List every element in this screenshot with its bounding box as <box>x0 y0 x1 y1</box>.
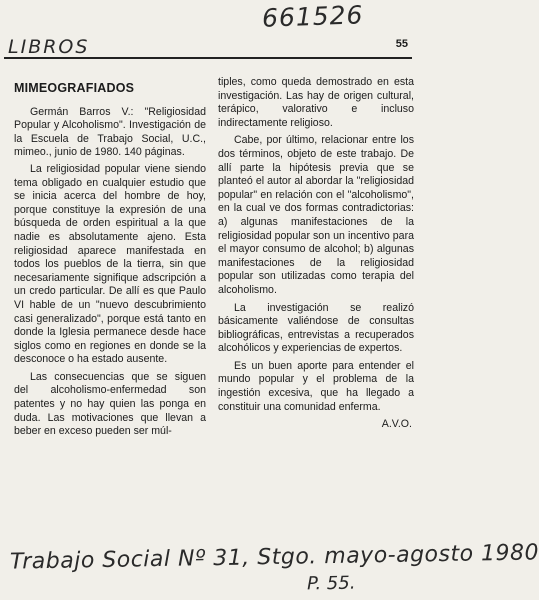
handwritten-catalog-number: 661526 <box>261 0 364 33</box>
paragraph-1: La religiosidad popular viene siendo tema obligado en cualquier estudio que se inicia acerca del hombre de hoy, porque constituye la expresión de una búsqueda de orden espiritual a la que nadie es absolutamente ajeno. Esta religiosidad aparece manifestada en todos los pueblos de la tierra, sin que necesariamente signifique adscripción a un credo particular. De allí es que Paulo VI hable de un "nuevo descubrimiento casi generalizado", porque está tanto en donde la Iglesia permanece desde hace siglos como en regiones en donde se la desconoce o ha estado ausente. <box>14 162 206 366</box>
paragraph-2: Las consecuencias que se siguen del alcoholismo-enfermedad son patentes y no hay quien las ponga en duda. Las motivaciones que llevan a beber en exceso pueden ser múl- <box>14 370 206 438</box>
handwritten-source-note: Trabajo Social Nº 31, Stgo. mayo-agosto 1980 <box>9 540 539 575</box>
page-number: 55 <box>395 38 408 50</box>
paragraph-4: La investigación se realizó básicamente valiéndose de consultas bibliográficas, entrevistas a recuperados alcohólicos y experiencias de expertos. <box>218 301 414 355</box>
left-column <box>14 82 206 443</box>
author-initials: A.V.O. <box>381 418 412 431</box>
right-column <box>218 76 414 432</box>
paragraph-5: Es un buen aporte para entender el mundo popular y el problema de la ingestión excesiva, que ha llegado a constituir una comunidad enferma. <box>218 359 414 413</box>
handwritten-page-note: P. 55. <box>306 572 356 595</box>
section-title: LIBROS <box>8 36 90 58</box>
paragraph-2-continued: tiples, como queda demostrado en esta investigación. Las hay de origen cultural, terápico, valorativo e incluso indirectamente religioso. <box>218 76 414 129</box>
paragraph-3: Cabe, por último, relacionar entre los dos términos, objeto de este trabajo. De allí parte la hipótesis previa que se planteó el autor al abordar la "religiosidad popular" en relación con el "alcoholismo", en la cual ve dos formas contradictorias: a) algunas manifestaciones de la religiosidad popular son un incentivo para el mayor consumo de alcohol; b) algunas manifestaciones de la religiosidad popular son utilizadas como terapia del alcoholismo. <box>218 134 414 296</box>
header-rule <box>4 57 412 59</box>
book-citation: Germán Barros V.: "Religiosidad Popular y Alcoholismo". Investigación de la Escuela de Trabajo Social, U.C., mimeo., junio de 1980. 140 páginas. <box>14 105 206 159</box>
article-heading: MIMEOGRAFIADOS <box>14 81 135 95</box>
